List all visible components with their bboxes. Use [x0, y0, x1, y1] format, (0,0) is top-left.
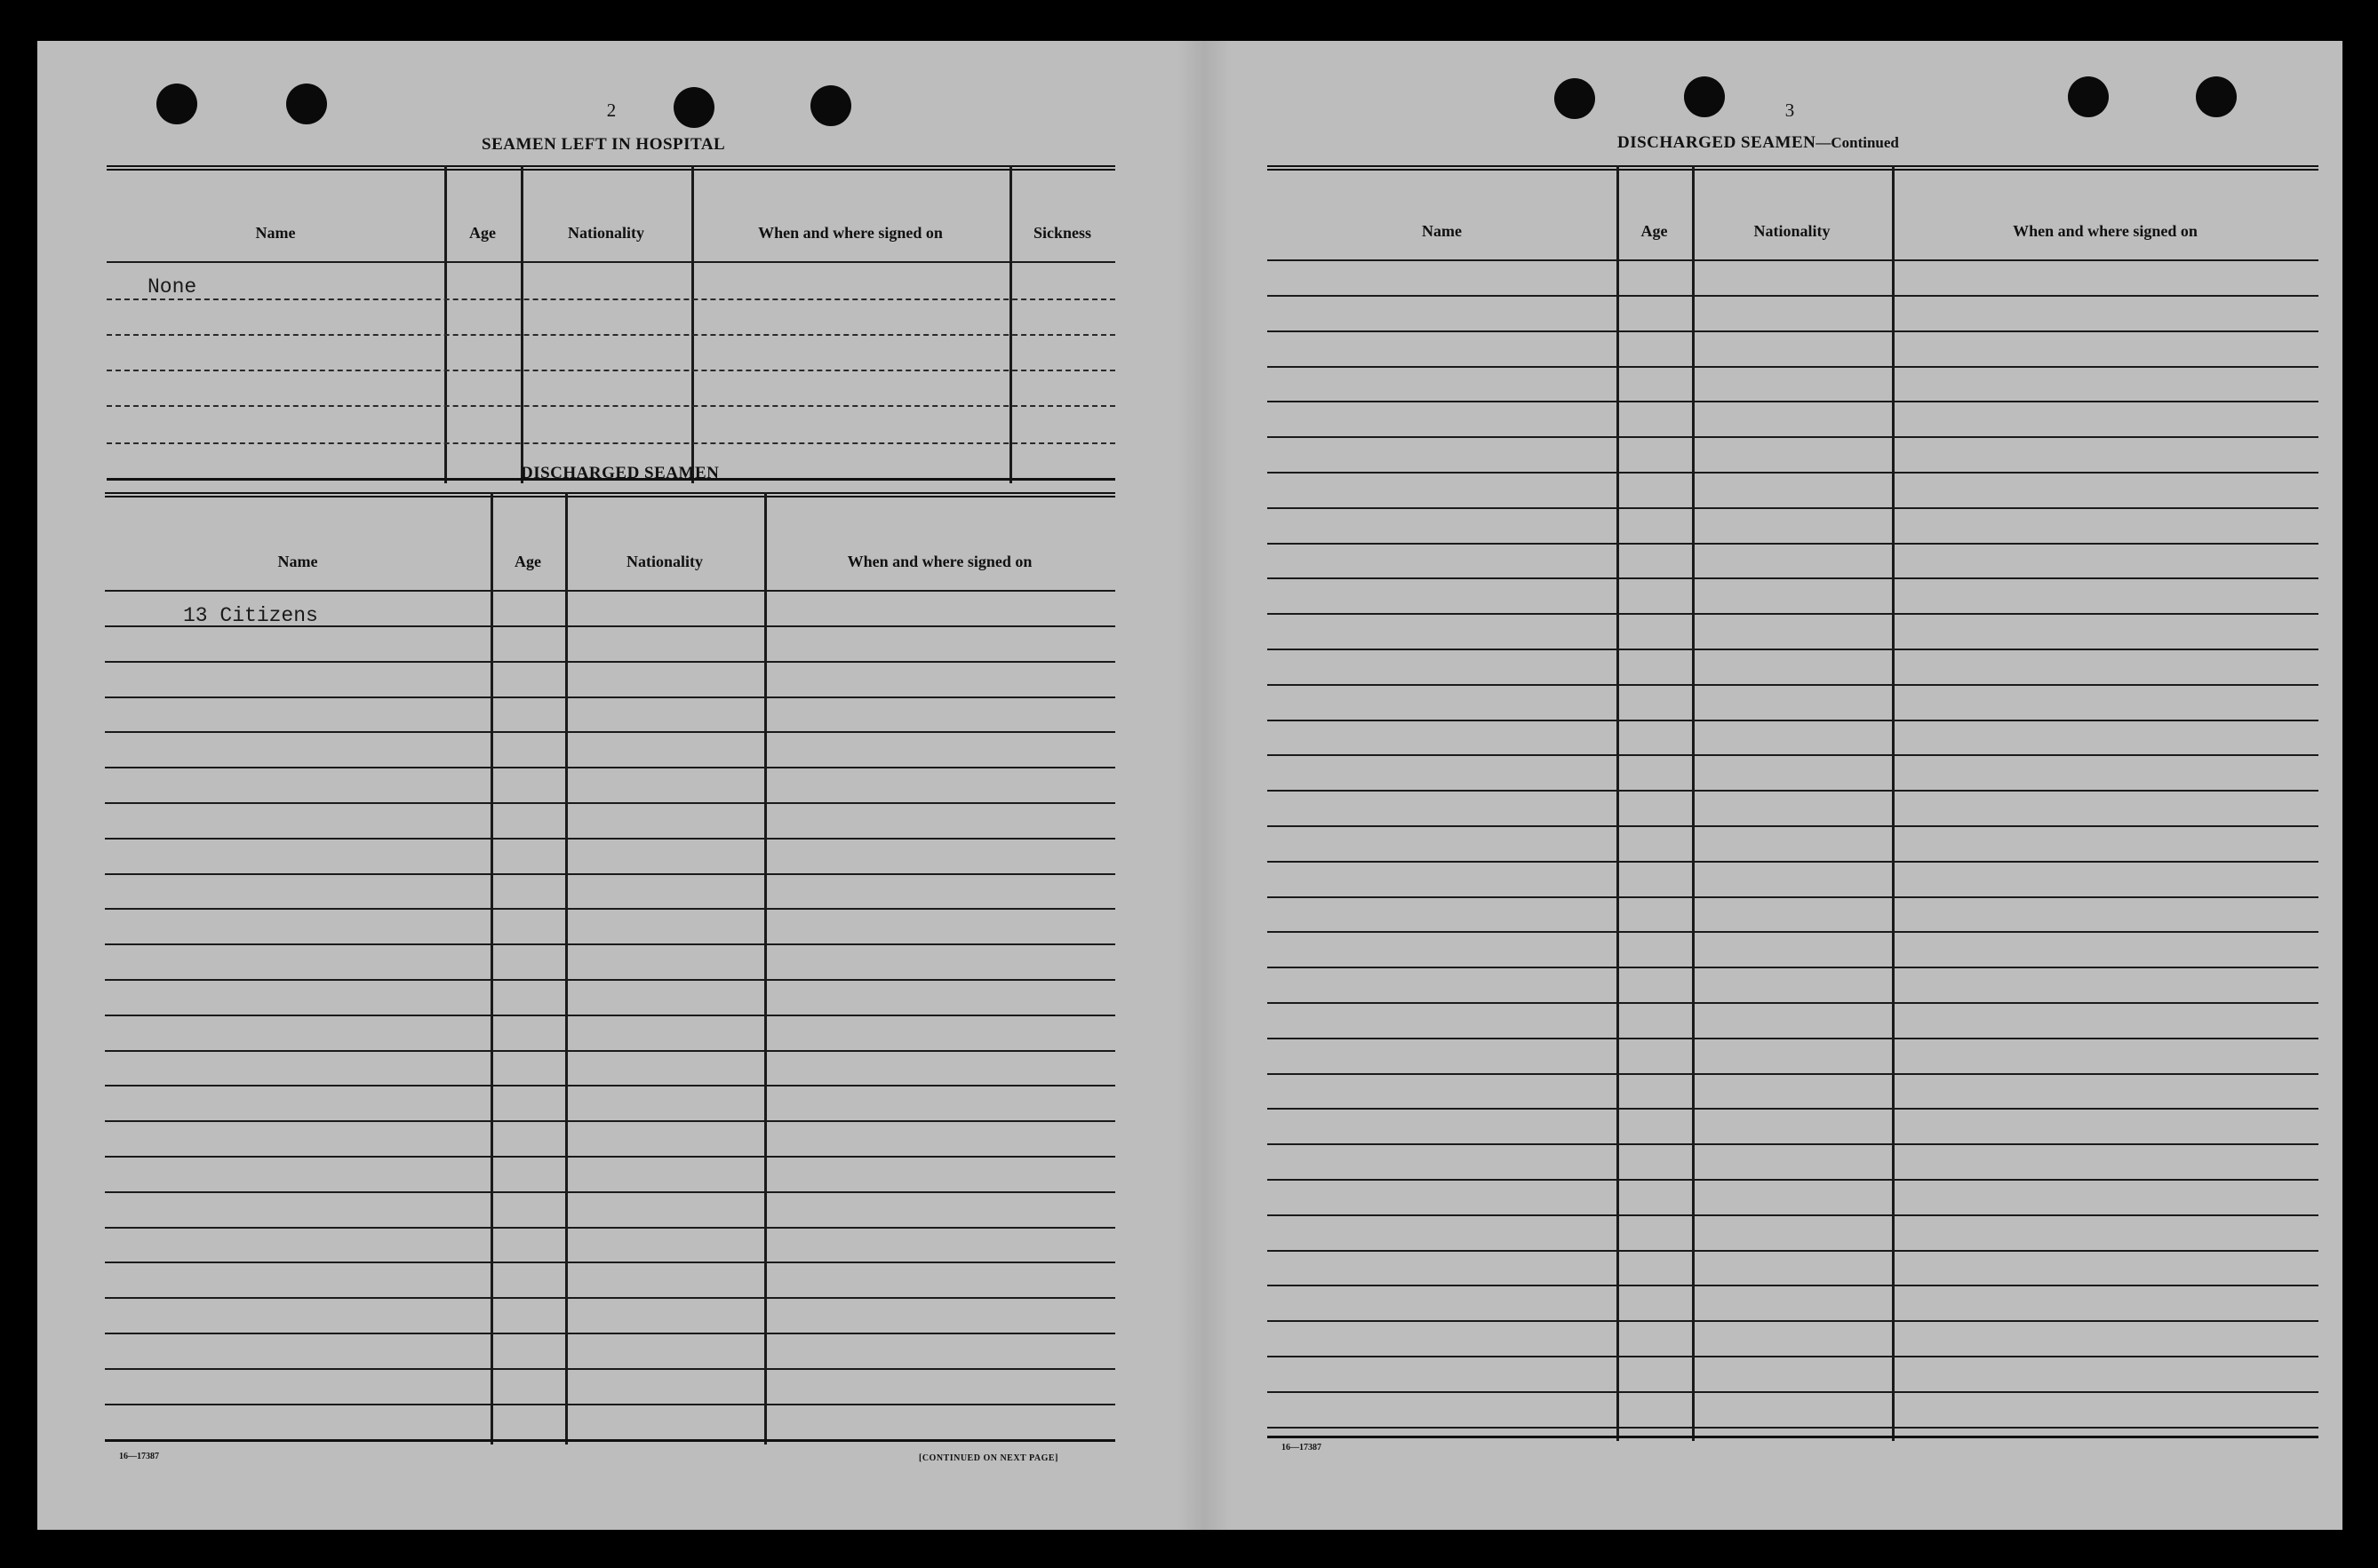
- row-rule: [1267, 1002, 2318, 1004]
- row-rule: [105, 767, 1115, 768]
- column-header-name: Name: [1422, 222, 1462, 240]
- row-rule: [105, 943, 1115, 945]
- punch-hole: [2068, 76, 2109, 117]
- table-top-rule: [1267, 165, 2318, 171]
- row-rule: [105, 1262, 1115, 1263]
- table-bottom-rule: [1267, 1436, 2318, 1438]
- column-divider: [764, 492, 767, 1445]
- row-rule: [105, 1227, 1115, 1229]
- row-rule: [1267, 1356, 2318, 1357]
- row-rule: [1267, 967, 2318, 968]
- column-header-name: Name: [255, 224, 296, 242]
- column-divider: [565, 492, 568, 1445]
- row-rule: [1267, 754, 2318, 756]
- row-rule: [1267, 330, 2318, 332]
- column-divider: [491, 492, 493, 1445]
- punch-hole: [674, 87, 714, 128]
- row-rule: [105, 1015, 1115, 1016]
- row-rule: [1267, 1179, 2318, 1181]
- column-header-signed-on: When and where signed on: [758, 224, 943, 242]
- row-rule: [107, 405, 1115, 407]
- row-rule: [105, 1120, 1115, 1122]
- row-rule: [105, 590, 1115, 592]
- row-rule: [1267, 790, 2318, 792]
- row-rule: [105, 661, 1115, 663]
- row-rule: [107, 370, 1115, 371]
- page-number-right: 3: [1784, 99, 1795, 121]
- row-rule: [1267, 1073, 2318, 1075]
- ledger-spread: [37, 41, 2342, 1530]
- column-header-nationality: Nationality: [626, 553, 703, 570]
- row-rule: [1267, 259, 2318, 261]
- form-number-right: 16—17387: [1281, 1443, 1321, 1453]
- column-divider: [691, 165, 694, 483]
- row-rule: [105, 1191, 1115, 1193]
- row-rule: [1267, 1214, 2318, 1216]
- column-header-nationality: Nationality: [567, 224, 644, 242]
- column-header-sickness: Sickness: [1033, 224, 1092, 242]
- column-header-signed-on: When and where signed on: [847, 553, 1033, 570]
- column-header-age: Age: [469, 224, 496, 242]
- table-top-rule: [107, 165, 1115, 171]
- punch-hole: [1554, 78, 1595, 119]
- row-rule: [105, 1050, 1115, 1052]
- row-rule: [1267, 684, 2318, 686]
- row-rule: [1267, 295, 2318, 297]
- form-number-left: 16—17387: [119, 1452, 159, 1461]
- row-rule: [105, 731, 1115, 733]
- column-divider: [1009, 165, 1012, 483]
- row-rule: [1267, 1143, 2318, 1145]
- column-header-nationality: Nationality: [1753, 222, 1831, 240]
- row-rule: [1267, 1038, 2318, 1039]
- punch-hole: [1684, 76, 1725, 117]
- row-rule: [107, 298, 1115, 300]
- row-rule: [1267, 613, 2318, 615]
- row-rule: [1267, 896, 2318, 898]
- row-rule: [105, 838, 1115, 840]
- discharged-section-title: DISCHARGED SEAMEN: [521, 464, 720, 482]
- row-rule: [107, 334, 1115, 336]
- row-rule: [107, 261, 1115, 263]
- column-header-signed-on: When and where signed on: [2013, 222, 2198, 240]
- column-header-age: Age: [515, 553, 541, 570]
- row-rule: [105, 696, 1115, 698]
- row-rule: [1267, 825, 2318, 827]
- row-rule: [105, 1085, 1115, 1086]
- table-top-rule: [105, 492, 1115, 497]
- row-rule: [1267, 1108, 2318, 1110]
- row-rule: [1267, 472, 2318, 474]
- row-rule: [1267, 1391, 2318, 1393]
- row-rule: [1267, 720, 2318, 721]
- row-rule: [1267, 1320, 2318, 1322]
- discharged-entry: 13 Citizens: [183, 604, 318, 627]
- row-rule: [105, 802, 1115, 804]
- hospital-table: [107, 165, 1115, 483]
- row-rule: [1267, 436, 2318, 438]
- punch-hole: [286, 84, 327, 124]
- continued-note: [CONTINUED ON NEXT PAGE]: [919, 1453, 1058, 1463]
- row-rule: [1267, 577, 2318, 579]
- column-divider: [521, 165, 523, 483]
- hospital-entry: None: [148, 275, 197, 298]
- row-rule: [1267, 1427, 2318, 1429]
- row-rule: [105, 873, 1115, 875]
- row-rule: [1267, 507, 2318, 509]
- row-rule: [105, 1368, 1115, 1370]
- column-header-age: Age: [1640, 222, 1668, 240]
- discharged-continued-title: [1617, 133, 1899, 153]
- page-gutter: [1177, 41, 1231, 1530]
- row-rule: [1267, 401, 2318, 402]
- hospital-section-title: SEAMEN LEFT IN HOSPITAL: [482, 135, 726, 154]
- continued-suffix: —Continued: [1815, 134, 1899, 151]
- page-number-left: 2: [606, 99, 617, 121]
- row-rule: [1267, 366, 2318, 368]
- table-bottom-rule: [105, 1439, 1115, 1442]
- discharged-table-right: [1267, 165, 2318, 1441]
- punch-hole: [2196, 76, 2237, 117]
- row-rule: [105, 1156, 1115, 1158]
- discharged-table-left: [105, 492, 1115, 1445]
- punch-hole: [156, 84, 197, 124]
- punch-hole: [810, 85, 851, 126]
- row-rule: [1267, 1285, 2318, 1286]
- row-rule: [105, 1297, 1115, 1299]
- column-header-name: Name: [277, 553, 318, 570]
- row-rule: [105, 1404, 1115, 1405]
- row-rule: [1267, 649, 2318, 650]
- row-rule: [1267, 543, 2318, 545]
- row-rule: [1267, 1250, 2318, 1252]
- row-rule: [105, 1333, 1115, 1334]
- row-rule: [1267, 931, 2318, 933]
- column-divider: [444, 165, 447, 483]
- row-rule: [105, 979, 1115, 981]
- row-rule: [107, 442, 1115, 444]
- row-rule: [105, 908, 1115, 910]
- discharged-continued-title-main: DISCHARGED SEAMEN: [1617, 133, 1816, 152]
- row-rule: [1267, 861, 2318, 863]
